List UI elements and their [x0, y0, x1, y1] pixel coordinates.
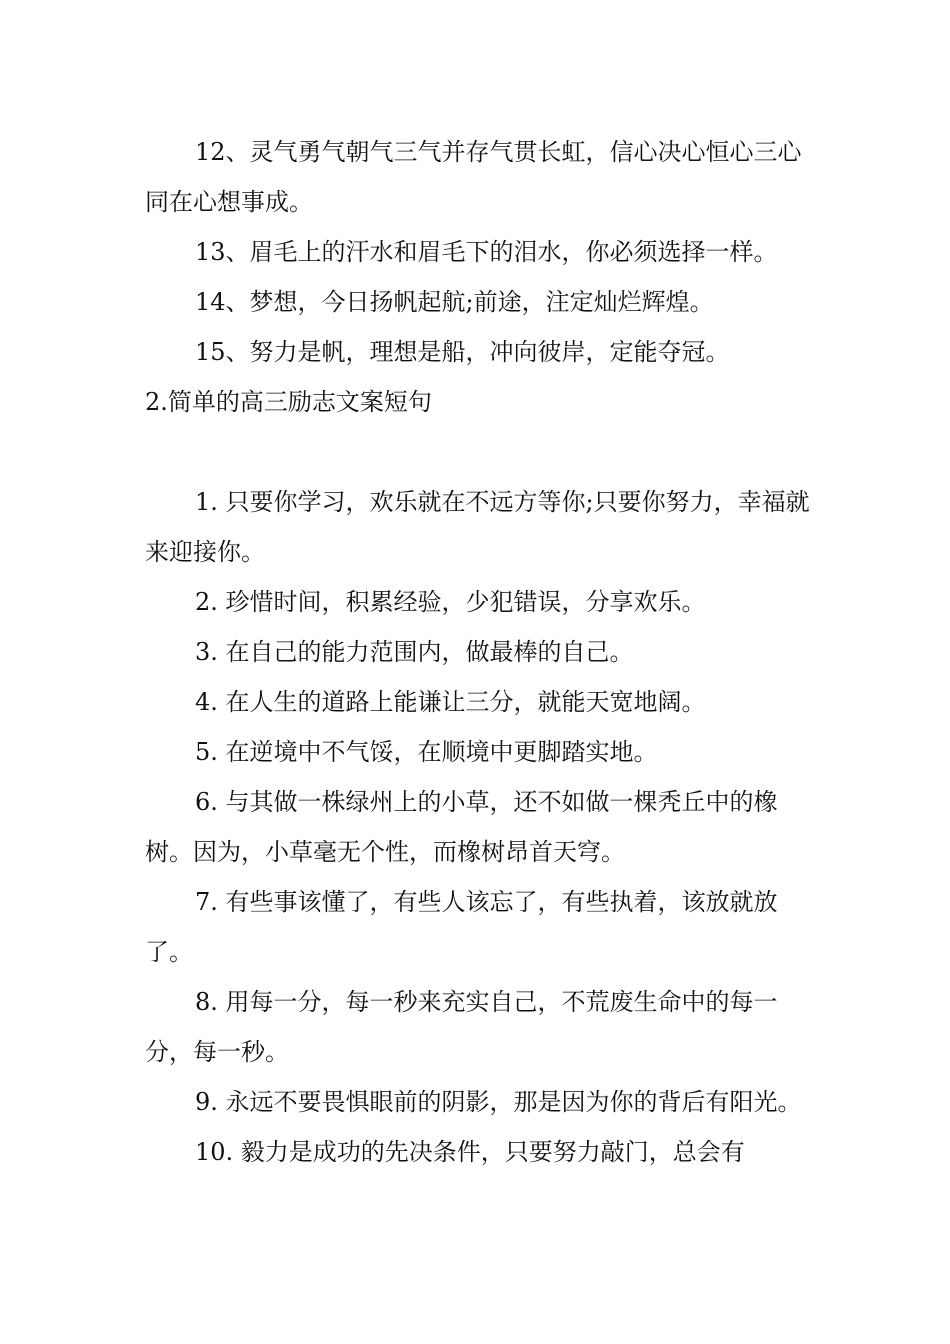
- list-item: 7. 有些事该懂了，有些人该忘了，有些执着，该放就放了。: [145, 888, 778, 966]
- blank-line: [145, 427, 810, 477]
- section-heading: 2.简单的高三励志文案短句: [145, 388, 432, 416]
- list-item: 12、灵气勇气朝气三气并存气贯长虹，信心决心恒心三心同在心想事成。: [145, 138, 802, 216]
- list-item: 5. 在逆境中不气馁，在顺境中更脚踏实地。: [195, 738, 658, 766]
- list-item: 9. 永远不要畏惧眼前的阴影，那是因为你的背后有阳光。: [195, 1088, 802, 1116]
- document-body: [145, 127, 810, 1177]
- list-item: 8. 用每一分，每一秒来充实自己，不荒废生命中的每一分，每一秒。: [145, 988, 778, 1066]
- list-item: 15、努力是帆，理想是船，冲向彼岸，定能夺冠。: [195, 338, 730, 366]
- list-item: 6. 与其做一株绿州上的小草，还不如做一棵秃丘中的橡树。因为，小草毫无个性，而橡树昂首天穹。: [145, 788, 778, 866]
- list-item: 14、梦想，今日扬帆起航;前途，注定灿烂辉煌。: [195, 288, 714, 316]
- list-item: 3. 在自己的能力范围内，做最棒的自己。: [195, 638, 634, 666]
- list-item: 2. 珍惜时间，积累经验，少犯错误，分享欢乐。: [195, 588, 706, 616]
- list-item: 1. 只要你学习，欢乐就在不远方等你;只要你努力，幸福就来迎接你。: [145, 488, 810, 566]
- list-item: 13、眉毛上的汗水和眉毛下的泪水，你必须选择一样。: [195, 238, 778, 266]
- list-item: 10. 毅力是成功的先决条件，只要努力敲门，总会有: [195, 1138, 745, 1166]
- list-item: 4. 在人生的道路上能谦让三分，就能天宽地阔。: [195, 688, 706, 716]
